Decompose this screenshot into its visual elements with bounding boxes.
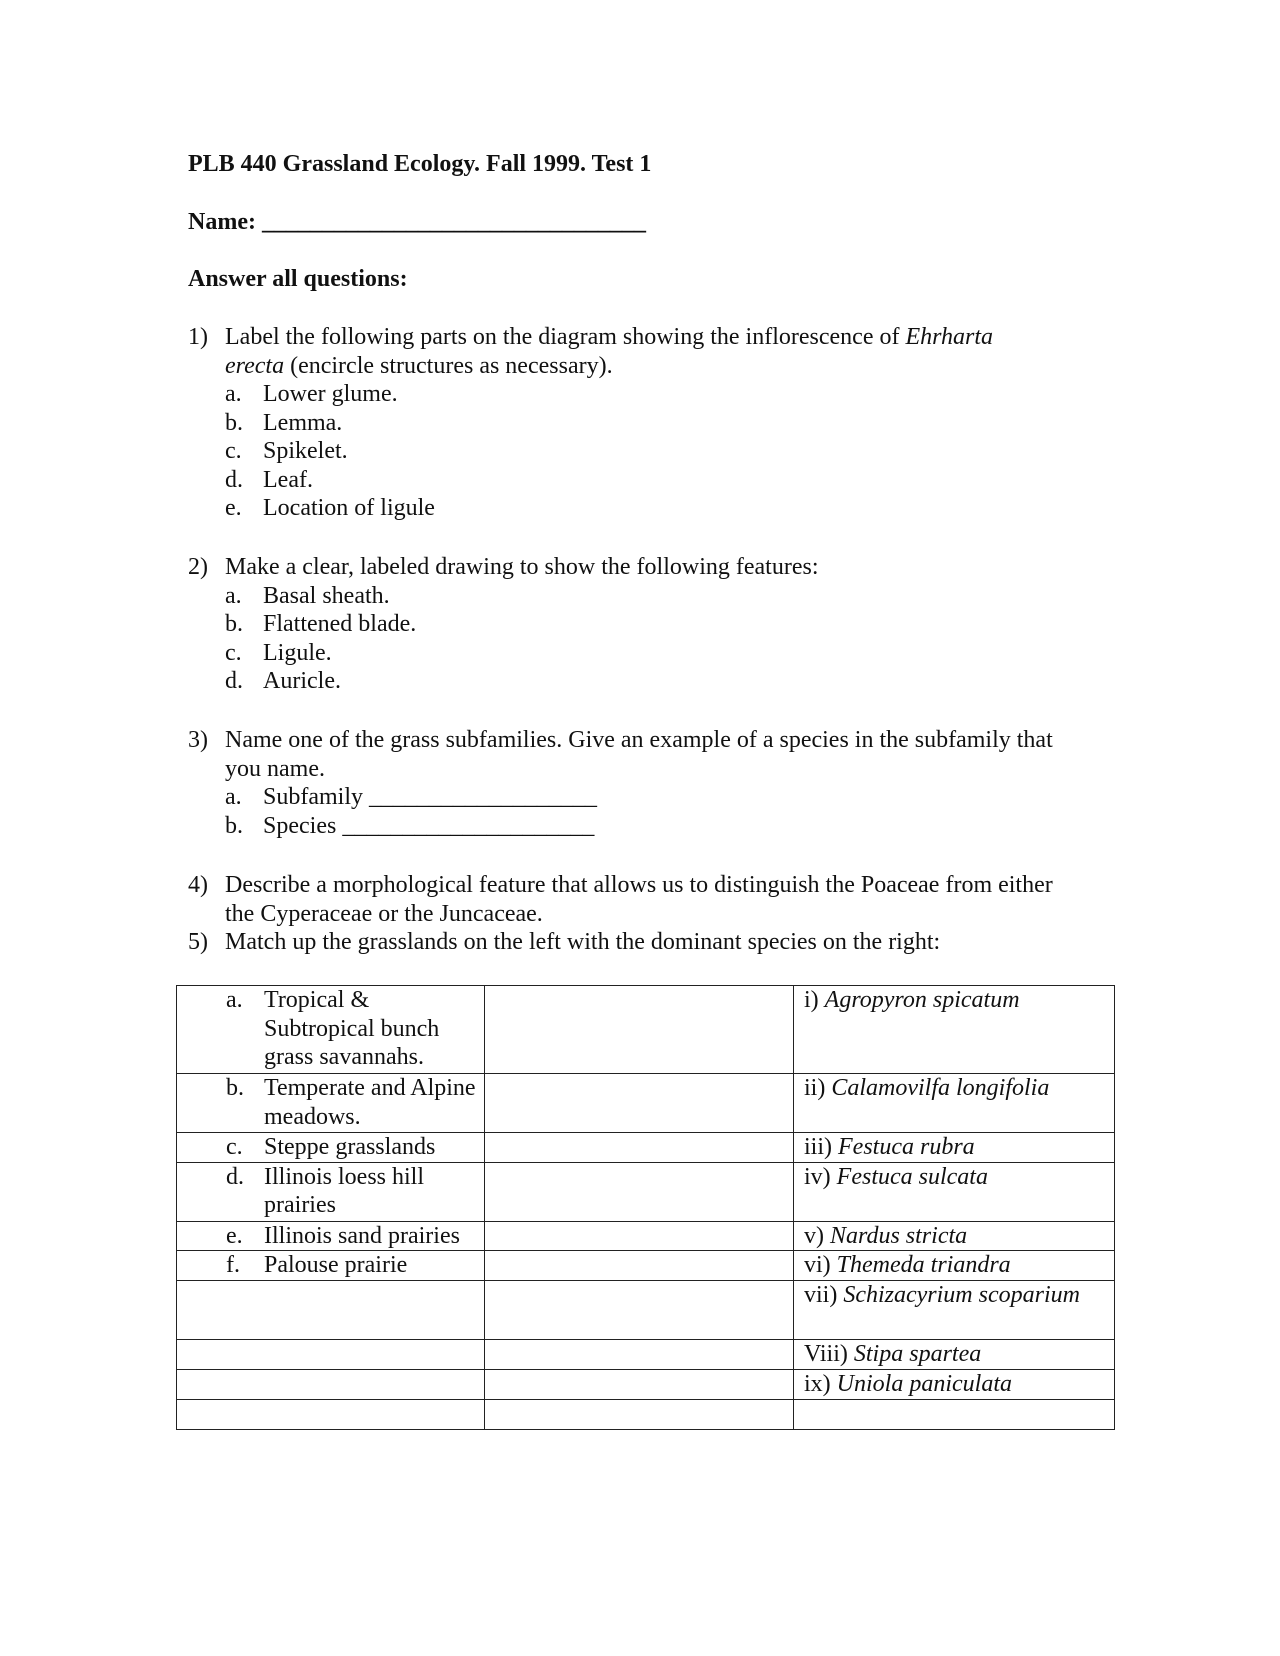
grassland-cell xyxy=(177,1221,485,1251)
species-cell xyxy=(794,1339,1115,1369)
answer-cell xyxy=(485,1162,794,1221)
table-row xyxy=(177,1074,1115,1133)
list-item-letter: b. xyxy=(225,611,243,637)
species-cell xyxy=(794,1251,1115,1281)
table-row xyxy=(177,1162,1115,1221)
question-text xyxy=(225,323,1088,380)
genus-name: Ehrharta xyxy=(905,324,994,350)
list-item xyxy=(225,610,1088,639)
grassland-cell xyxy=(177,1162,485,1221)
question-text-part: (encircle structures as necessary). xyxy=(284,352,613,379)
grassland-letter: a. xyxy=(226,987,243,1013)
grassland-text: Illinois loess hill prairies xyxy=(264,1163,425,1218)
list-item-text: Flattened blade. xyxy=(263,611,417,637)
list-item-letter: a. xyxy=(225,784,242,810)
list-item-text: Basal sheath. xyxy=(263,582,390,609)
question-text: Describe a morphological feature that allows us to distinguish the Poaceae from either the Cyperaceae or the Juncaceae. xyxy=(225,872,1053,927)
answer-cell xyxy=(485,1074,794,1133)
answer-cell xyxy=(485,1251,794,1281)
list-item-letter: a. xyxy=(225,582,242,609)
species-name: Calamovilfa longifolia xyxy=(831,1075,1050,1101)
question-2 xyxy=(188,553,1088,696)
table-row xyxy=(177,1133,1115,1163)
species-number: ii) xyxy=(804,1075,832,1101)
list-item-text: Auricle. xyxy=(263,668,341,694)
grassland-cell xyxy=(177,1339,485,1369)
list-item-text: Location of ligule xyxy=(263,495,435,521)
species-name: Uniola paniculata xyxy=(836,1370,1012,1397)
question-3 xyxy=(188,726,1088,840)
grassland-cell xyxy=(177,1369,485,1399)
question-text: Name one of the grass subfamilies. Give an example of a species in the subfamily that you name. xyxy=(225,727,1053,782)
species-cell xyxy=(794,1133,1115,1163)
list-item-letter: d. xyxy=(225,668,243,694)
grassland-cell xyxy=(177,1399,485,1429)
list-item xyxy=(225,380,1088,409)
species-name: Festuca rubra xyxy=(838,1134,975,1160)
species-name: Stipa spartea xyxy=(853,1340,982,1367)
grassland-text: Tropical & Subtropical bunch grass savannahs. xyxy=(264,987,440,1070)
list-item xyxy=(225,466,1088,495)
name-field: Name: ________________________________ xyxy=(188,209,646,235)
list-item xyxy=(225,409,1088,438)
table-row xyxy=(177,1369,1115,1399)
answer-cell xyxy=(485,1369,794,1399)
list-item-letter: b. xyxy=(225,409,243,436)
question-number: 3) xyxy=(188,727,208,753)
list-item-text: Lower glume. xyxy=(263,381,398,407)
question-1 xyxy=(188,323,1088,523)
answer-cell xyxy=(485,1339,794,1369)
list-item-letter: d. xyxy=(225,466,243,493)
species-cell xyxy=(794,986,1115,1074)
matching-table xyxy=(176,985,1115,1430)
question-4 xyxy=(188,871,1088,928)
grassland-letter: b. xyxy=(226,1075,244,1101)
table-row xyxy=(177,1399,1115,1429)
list-item xyxy=(225,582,1088,611)
species-name: Themeda triandra xyxy=(836,1252,1011,1278)
answer-cell xyxy=(485,986,794,1074)
species-name: Agropyron spicatum xyxy=(824,987,1020,1013)
list-item xyxy=(225,639,1088,668)
grassland-text: Temperate and Alpine meadows. xyxy=(264,1075,476,1130)
grassland-cell xyxy=(177,1280,485,1339)
question-number: 5) xyxy=(188,929,208,955)
list-item-letter: c. xyxy=(225,639,242,666)
table-row xyxy=(177,986,1115,1074)
list-item-text: Leaf. xyxy=(263,466,313,493)
grassland-cell xyxy=(177,1074,485,1133)
species-cell xyxy=(794,1221,1115,1251)
species-number: ix) xyxy=(804,1370,837,1397)
list-item-letter: c. xyxy=(225,438,242,464)
grassland-letter: f. xyxy=(226,1252,240,1278)
table-row xyxy=(177,1221,1115,1251)
grassland-text: Illinois sand prairies xyxy=(264,1222,460,1249)
question-text: Make a clear, labeled drawing to show the following features: xyxy=(225,554,819,580)
list-item-letter: e. xyxy=(225,495,242,521)
species-cell xyxy=(794,1369,1115,1399)
species-name: Nardus stricta xyxy=(830,1222,968,1249)
question-text-part: Label the following parts on the diagram showing the inflorescence of xyxy=(225,324,906,350)
grassland-text: Palouse prairie xyxy=(264,1252,408,1278)
question-number: 2) xyxy=(188,554,208,580)
list-item-text: Subfamily ___________________ xyxy=(263,784,597,810)
list-item-text: Spikelet. xyxy=(263,438,348,464)
list-item-text: Lemma. xyxy=(263,409,343,436)
question-5 xyxy=(188,928,1088,957)
species-name: Schizacyrium scoparium xyxy=(843,1281,1080,1308)
species-number: Viii) xyxy=(804,1340,854,1367)
species-number: v) xyxy=(804,1222,830,1249)
answer-cell xyxy=(485,1133,794,1163)
grassland-letter: c. xyxy=(226,1134,243,1160)
answer-cell xyxy=(485,1280,794,1339)
question-text: Match up the grasslands on the left with the dominant species on the right: xyxy=(225,929,941,955)
species-cell xyxy=(794,1280,1115,1339)
species-cell xyxy=(794,1399,1115,1429)
grassland-cell xyxy=(177,1251,485,1281)
species-cell xyxy=(794,1074,1115,1133)
grassland-letter: d. xyxy=(226,1163,244,1190)
species-name: Festuca sulcata xyxy=(836,1163,988,1190)
answer-cell xyxy=(485,1399,794,1429)
species-number: i) xyxy=(804,987,825,1013)
list-item xyxy=(225,667,1088,696)
table-row xyxy=(177,1339,1115,1369)
grassland-cell xyxy=(177,1133,485,1163)
instructions: Answer all questions: xyxy=(188,266,408,292)
species-cell xyxy=(794,1162,1115,1221)
list-item xyxy=(225,494,1088,523)
list-item xyxy=(225,812,1088,841)
table-row xyxy=(177,1280,1115,1339)
species-number: vii) xyxy=(804,1281,844,1308)
grassland-text: Steppe grasslands xyxy=(264,1134,436,1160)
list-item-text: Species _____________________ xyxy=(263,812,595,839)
list-item xyxy=(225,783,1088,812)
list-item-text: Ligule. xyxy=(263,639,332,666)
species-number: vi) xyxy=(804,1252,837,1278)
species-epithet: erecta xyxy=(225,352,285,379)
list-item-letter: b. xyxy=(225,812,243,839)
species-number: iv) xyxy=(804,1163,837,1190)
answer-cell xyxy=(485,1221,794,1251)
grassland-letter: e. xyxy=(226,1222,243,1249)
table-row xyxy=(177,1251,1115,1281)
grassland-cell xyxy=(177,986,485,1074)
list-item-letter: a. xyxy=(225,381,242,407)
question-number: 1) xyxy=(188,324,208,350)
species-number: iii) xyxy=(804,1134,838,1160)
page-title: PLB 440 Grassland Ecology. Fall 1999. Test 1 xyxy=(188,151,652,177)
list-item xyxy=(225,437,1088,466)
question-number: 4) xyxy=(188,872,208,898)
